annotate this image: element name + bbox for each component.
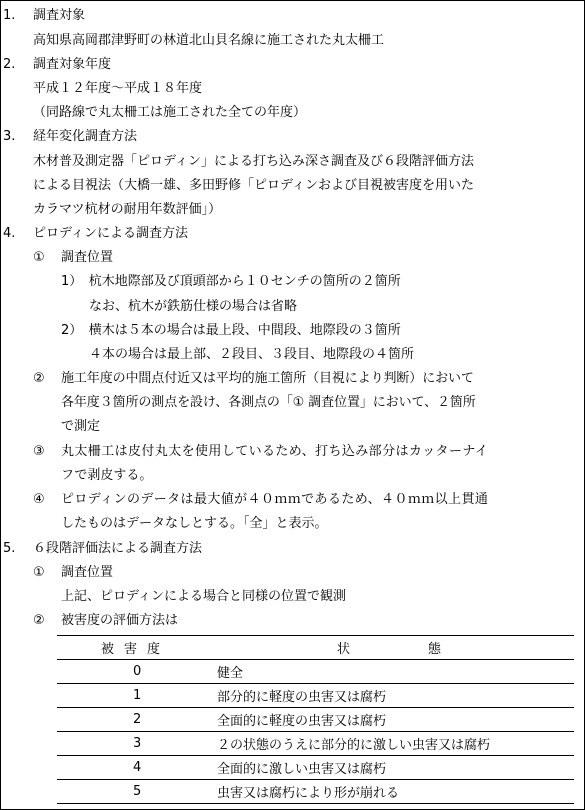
table-row [57, 708, 574, 732]
section-4-item-1-line-c: 2） 横木は５本の場合は最上段、中間段、地際段の３箇所 [61, 323, 401, 338]
section-5-item-2-mark: ② [33, 613, 45, 628]
table-header-row [57, 636, 574, 660]
section-4-item-2-line-b: 各年度３箇所の測点を設け、各測点の「① 調査位置」において、２箇所 [61, 395, 476, 410]
state-cell: 虫害又は腐朽により形が崩れる [217, 780, 574, 804]
section-2-body-2: （同路線で丸太柵工は施工された全ての年度） [33, 105, 307, 120]
section-4-item-2-mark: ② [33, 371, 45, 386]
section-4-item-1-line-b: なお、杭木が鉄筋仕様の場合は省略 [89, 299, 298, 314]
section-3-title: 経年変化調査方法 [33, 129, 138, 144]
section-2-number: 2. [3, 57, 16, 72]
section-2-title: 調査対象年度 [33, 57, 112, 72]
state-cell: 健全 [217, 660, 574, 684]
section-5-item-1-title: 調査位置 [61, 565, 114, 580]
section-4-item-2-line-a: 施工年度の中間点付近又は平均的施工箇所（目視により判断）において [61, 371, 474, 386]
state-cell: 全面的に激しい虫害又は腐朽 [217, 756, 574, 780]
section-4-number: 4. [3, 226, 16, 241]
section-4-title: ピロディンによる調査方法 [33, 226, 188, 241]
section-4-item-1-mark: ① [33, 250, 45, 265]
section-1-body: 高知県高岡郡津野町の林道北山貝名線に施工された丸太柵工 [33, 33, 385, 48]
section-4-item-4-line-a: ピロディンのデータは最大値が４０ｍｍであるため、４０ｍｍ以上貫通 [61, 492, 489, 507]
state-cell: 部分的に軽度の虫害又は腐朽 [217, 684, 574, 708]
table-row [57, 684, 574, 708]
state-cell: 全面的に軽度の虫害又は腐朽 [217, 708, 574, 732]
section-4-item-4-line-b: したものはデータなしとする。「全」と表示。 [61, 516, 328, 531]
section-5-item-1-line-a: 上記、ピロディンによる場合と同様の位置で観測 [61, 589, 346, 604]
section-4-item-4-mark: ④ [33, 492, 45, 507]
section-5-title: ６段階評価法による調査方法 [33, 541, 203, 556]
section-2-body-1: 平成１２年度～平成１８年度 [33, 81, 203, 96]
section-4-item-3-line-a: 丸太柵工は皮付丸太を使用しているため、打ち込み部分はカッターナイ [61, 444, 489, 459]
section-3-body-1: 木材普及測定器「ピロディン」による打ち込み深さ調査及び６段階評価方法 [33, 154, 474, 169]
header-state: 状 態 [217, 636, 574, 660]
section-3-body-2: による目視法（大橋一雄、多田野修「ピロディンおよび目視被害度を用いた [33, 178, 474, 193]
header-damage-level: 被害度 [57, 636, 217, 660]
section-5-item-2-title: 被害度の評価方法は [61, 613, 179, 628]
damage-level-cell: 2 [57, 708, 217, 732]
damage-level-cell: 3 [57, 732, 217, 756]
section-5-number: 5. [3, 541, 16, 556]
section-4-item-3-line-b: フで剥皮する。 [61, 468, 153, 483]
state-cell: ２の状態のうえに部分的に激しい虫害又は腐朽 [217, 732, 574, 756]
section-4-item-2-line-c: で測定 [61, 419, 101, 434]
section-1-title: 調査対象 [33, 8, 86, 23]
table-row [57, 756, 574, 780]
section-4-item-1-line-a: 1） 杭木地際部及び頂頭部から１０センチの箇所の２箇所 [61, 274, 401, 289]
section-4-item-3-mark: ③ [33, 444, 45, 459]
damage-level-cell: 4 [57, 756, 217, 780]
damage-evaluation-table [57, 635, 574, 804]
section-3-body-3: カラマツ杭材の耐用年数評価」） [33, 202, 222, 217]
section-4-item-1-line-d: ４本の場合は最上部、２段目、３段目、地際段の４箇所 [89, 347, 415, 362]
section-4-item-1-title: 調査位置 [61, 250, 114, 265]
table-row [57, 780, 574, 804]
section-1-number: 1. [3, 8, 16, 23]
damage-level-cell: 1 [57, 684, 217, 708]
damage-level-cell: 5 [57, 780, 217, 804]
section-3-number: 3. [3, 129, 16, 144]
table-row [57, 660, 574, 684]
table-row [57, 732, 574, 756]
section-5-item-1-mark: ① [33, 565, 45, 580]
damage-level-cell: 0 [57, 660, 217, 684]
